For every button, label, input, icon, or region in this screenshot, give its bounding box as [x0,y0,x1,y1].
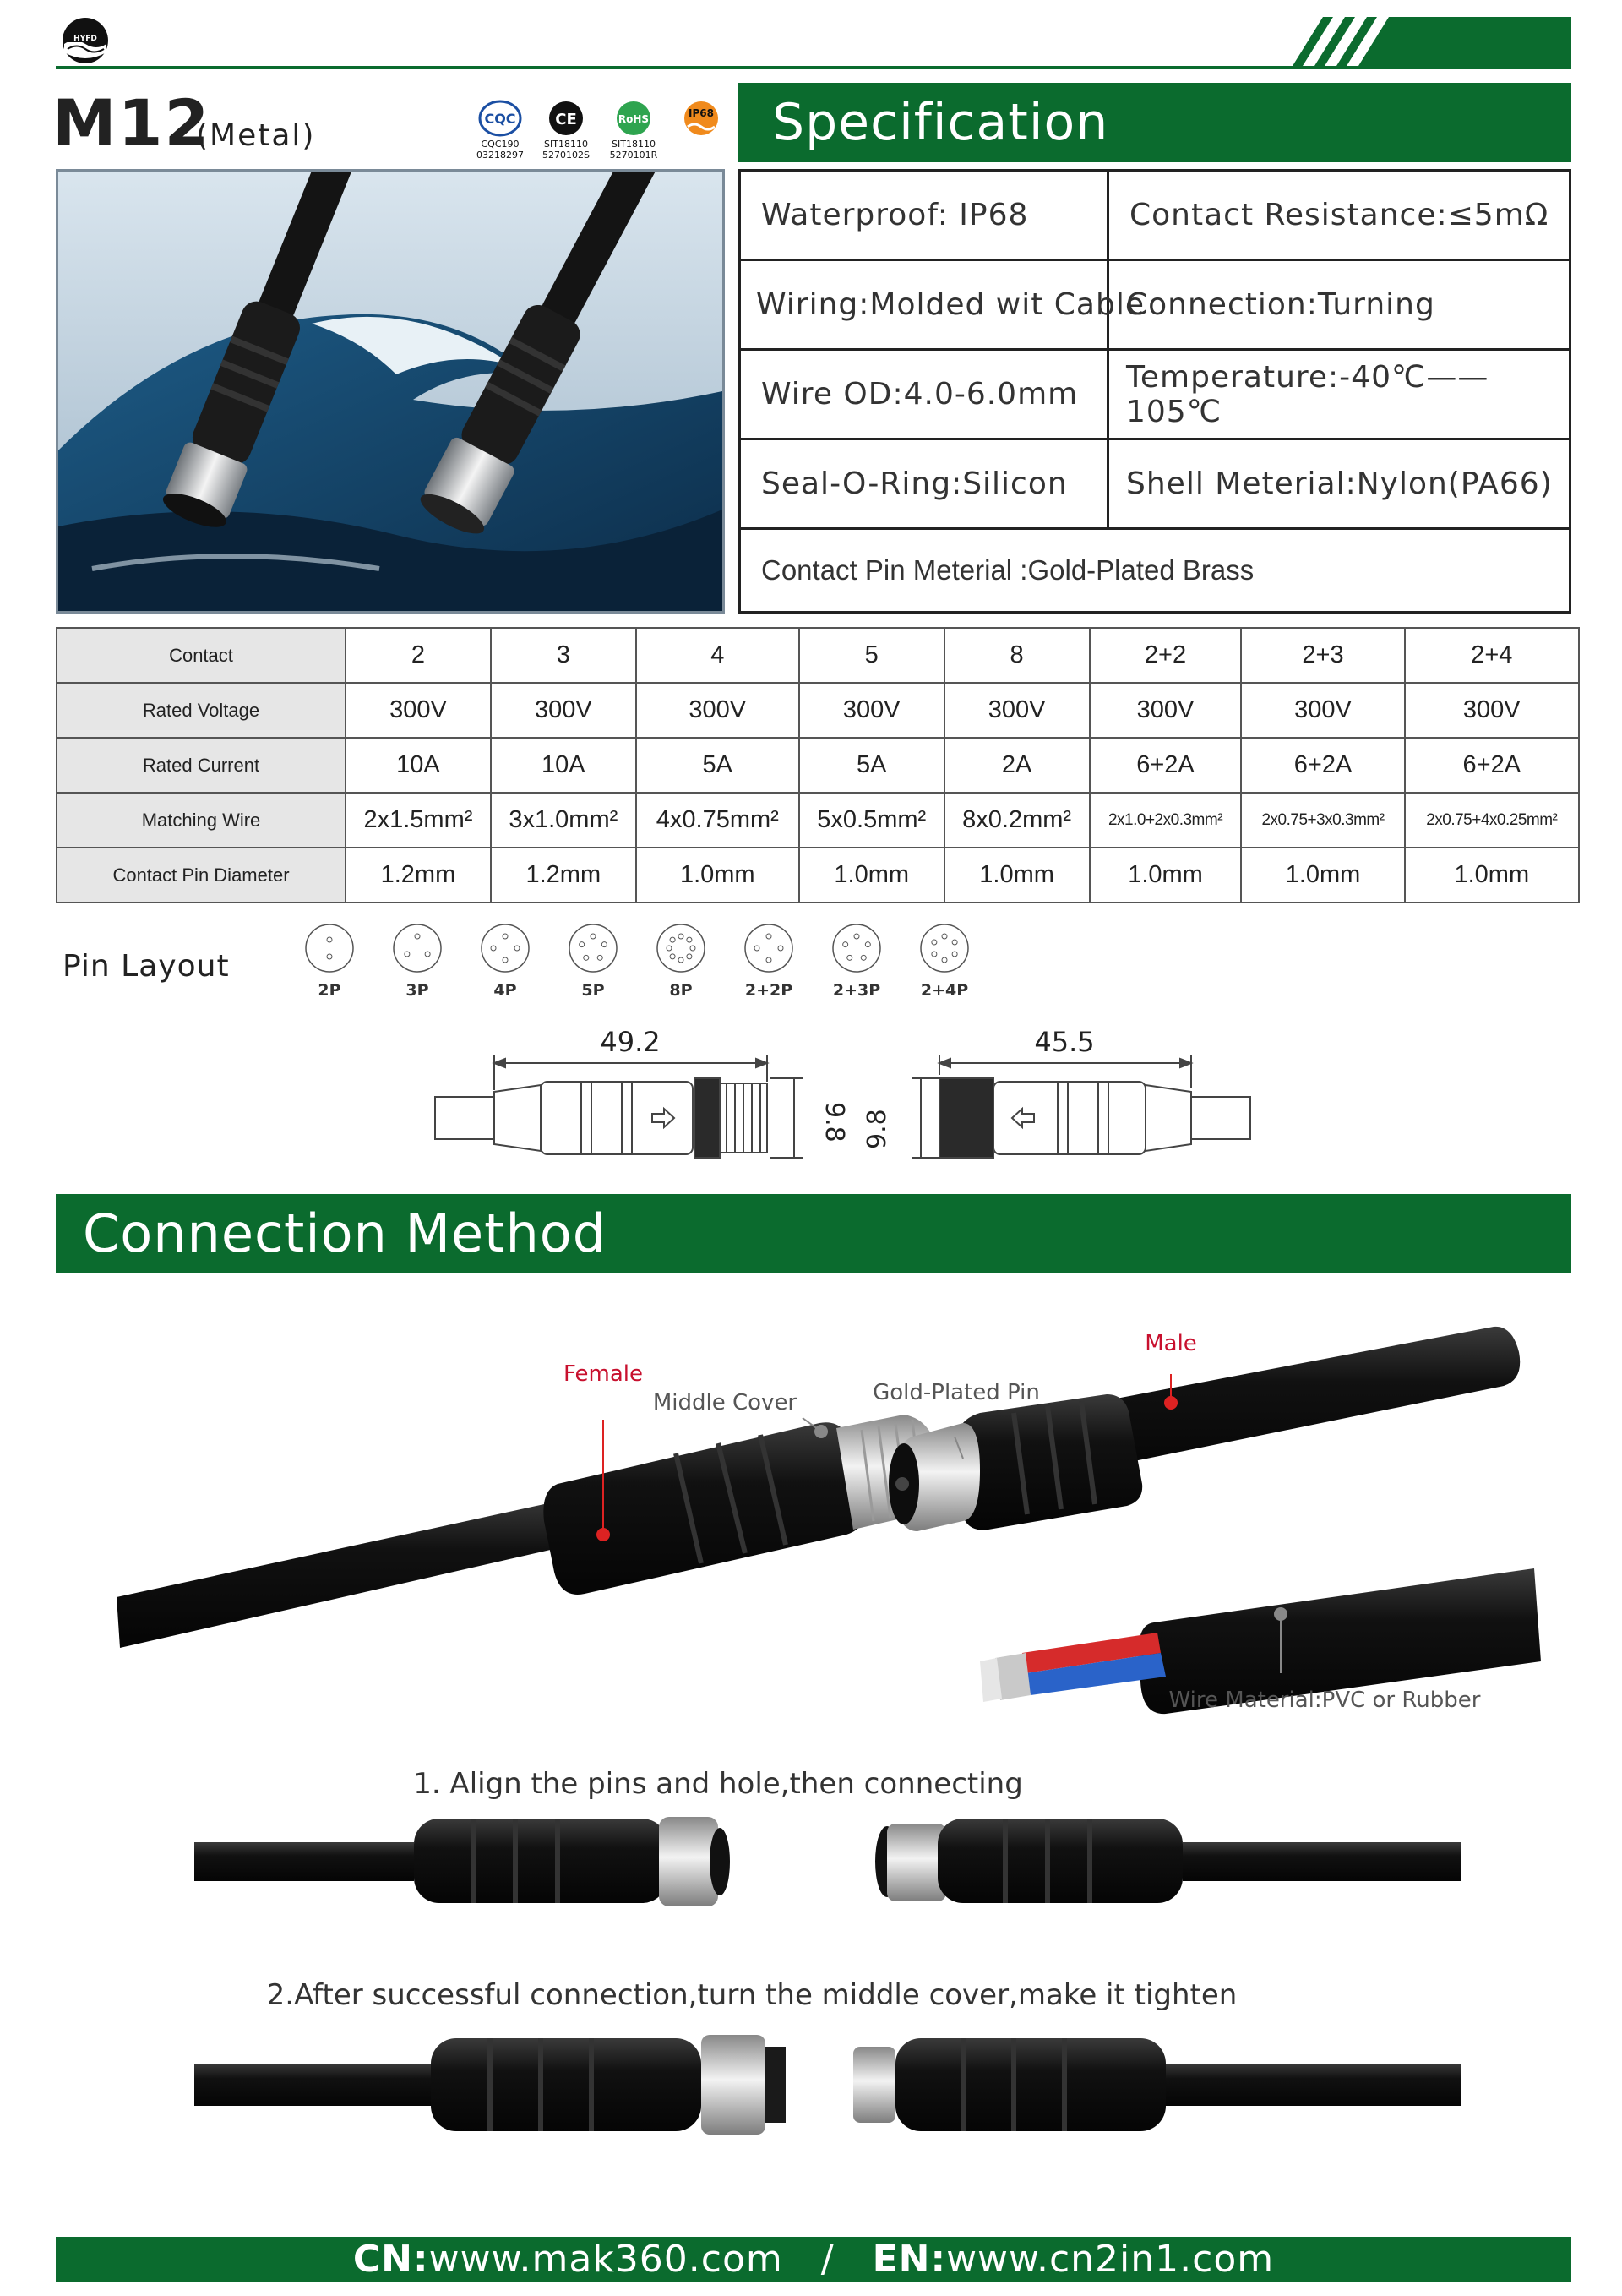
table-row [57,793,1579,848]
footer-cn-url[interactable]: www.mak360.com [428,2238,783,2281]
spec-connection: Connection:Turning [1126,287,1435,322]
step1-illustration [194,1817,1461,1906]
footer-cn-label: CN: [352,2238,429,2281]
table-cell: 1.0mm [799,848,944,903]
row-header: Contact Pin Diameter [57,848,346,903]
table-cell: 300V [1405,683,1579,738]
pin-diagram-label: 3P [406,981,429,1000]
pin-diagram-4p [482,924,529,1000]
table-cell: 3x1.0mm² [491,793,636,848]
table-cell: 2+2 [1090,628,1242,683]
pin-diagram-label: 2P [318,981,341,1000]
svg-text:SIT18110: SIT18110 [544,139,588,150]
table-row [57,738,1579,793]
female-connector-illustration [117,1415,939,1648]
table-cell: 1.0mm [1241,848,1404,903]
pin-dot [503,957,508,963]
svg-text:IP68: IP68 [689,107,714,119]
table-cell: 300V [636,683,799,738]
female-connector-drawing [912,1055,1250,1158]
connection-method-title: Connection Method [56,1194,1571,1273]
table-cell: 300V [944,683,1090,738]
pin-dot [778,946,783,951]
svg-text:CQC: CQC [484,111,516,127]
pin-dot [952,940,957,945]
spec-wire-od: Wire OD:4.0-6.0mm [761,377,1079,412]
table-cell: 300V [346,683,491,738]
table-cell: 2x0.75+3x0.3mm² [1241,793,1404,848]
pin-dot [415,934,420,939]
table-cell: 2 [346,628,491,683]
pin-dot [601,942,607,947]
pin-dot [754,946,759,951]
table-cell: 5A [799,738,944,793]
product-photo [56,169,725,614]
logo-text: HYFD [73,35,97,43]
female-diameter-label: 9.8 [863,1109,892,1149]
cqc-icon [476,101,524,161]
spec-row [741,440,1569,530]
table-cell: 6+2A [1405,738,1579,793]
pin-dot [503,934,508,939]
header-stripes [1293,17,1571,66]
header-rule [56,66,1571,69]
pin-dot [667,946,672,951]
table-cell: 6+2A [1090,738,1242,793]
pin-dot [514,946,520,951]
step1-text: 1. Align the pins and hole,then connecting [413,1767,1023,1801]
table-row [57,848,1579,903]
pin-diagram-label: 5P [581,981,605,1000]
spec-pin-material: Contact Pin Meterial :Gold-Plated Brass [761,554,1255,586]
pin-dot [687,954,692,959]
pin-diagram-2-2p [745,924,792,1000]
table-cell: 10A [346,738,491,793]
pin-dot [932,940,937,945]
pin-dot [670,937,675,942]
specification-title: Specification [738,83,1571,162]
pin-diagram-2p [306,924,353,1000]
pin-dot [584,955,589,960]
pin-layout-title: Pin Layout [63,949,230,984]
svg-text:CQC190: CQC190 [481,139,520,150]
pin-dot [678,934,683,939]
female-label: Female [563,1361,644,1387]
table-cell: 2x0.75+4x0.25mm² [1405,793,1579,848]
pin-dot [580,942,585,947]
footer-bar [56,2237,1571,2282]
table-cell: 1.0mm [636,848,799,903]
row-header: Contact [57,628,346,683]
pin-dot [932,952,937,957]
footer-separator: / [820,2238,835,2281]
pin-dot [678,957,683,963]
pin-diagram-2-3p [833,924,880,1000]
pin-diagram-2-4p [921,924,968,1000]
pin-dot [327,937,332,942]
step2-illustration [194,2035,1461,2135]
table-row [57,683,1579,738]
table-cell: 2x1.0+2x0.3mm² [1090,793,1242,848]
table-cell: 2x1.5mm² [346,793,491,848]
middle-cover-label: Middle Cover [652,1390,797,1415]
pin-dot [405,952,410,957]
pin-dot [425,952,430,957]
table-row [57,628,1579,683]
gold-plated-pin-label: Gold-Plated Pin [873,1380,1040,1405]
male-length-label: 49.2 [600,1026,661,1058]
pin-dot [861,955,866,960]
ip68-icon [684,101,718,135]
rohs-icon [610,101,658,161]
row-header: Matching Wire [57,793,346,848]
male-label: Male [1145,1331,1197,1356]
pin-dot [942,934,947,939]
svg-text:03218297: 03218297 [476,150,524,161]
spec-table [738,169,1571,614]
spec-shell-material: Shell Meterial:Nylon(PA66) [1126,466,1553,501]
ce-icon [542,101,590,161]
pin-dot [766,957,771,963]
spec-temperature: Temperature:-40℃——105℃ [1126,359,1489,429]
footer-en-label: EN: [872,2238,947,2281]
spec-waterproof: Waterproof: IP68 [761,198,1029,232]
row-header: Rated Current [57,738,346,793]
step2-text: 2.After successful connection,turn the middle cover,make it tighten [266,1978,1238,2012]
table-cell: 2A [944,738,1090,793]
pin-dot [687,937,692,942]
table-cell: 300V [1241,683,1404,738]
pin-diagram-3p [394,924,441,1000]
table-cell: 300V [1090,683,1242,738]
hyfd-logo [56,15,115,66]
svg-text:RoHS: RoHS [618,113,650,125]
pin-dot [670,954,675,959]
svg-text:CE: CE [555,111,577,128]
table-cell: 300V [491,683,636,738]
spec-row [741,530,1569,611]
svg-text:SIT18110: SIT18110 [612,139,656,150]
table-cell: 10A [491,738,636,793]
svg-text:5270102S: 5270102S [542,150,590,161]
model-material: (Metal) [196,118,316,153]
pin-dot [854,934,859,939]
pin-dot [597,955,602,960]
pin-diagram-label: 2+3P [832,981,881,1000]
pin-diagram-8p [657,924,705,1000]
model-name: M12 [52,85,211,161]
spec-row [741,261,1569,351]
table-cell: 3 [491,628,636,683]
table-cell: 1.2mm [491,848,636,903]
electrical-table [56,627,1580,903]
table-cell: 1.0mm [1090,848,1242,903]
pin-dot [952,952,957,957]
pin-diagram-label: 2+4P [920,981,969,1000]
pin-layout-diagrams [287,913,997,1006]
pin-dot [591,934,596,939]
connection-illustration [110,1318,1571,2239]
spec-row [741,351,1569,440]
pin-dot [491,946,496,951]
table-cell: 1.0mm [1405,848,1579,903]
table-cell: 5x0.5mm² [799,793,944,848]
dimension-drawing [422,1014,1276,1183]
table-cell: 8x0.2mm² [944,793,1090,848]
pin-dot [843,942,848,947]
spec-row [741,172,1569,261]
pin-dot [942,957,947,963]
spec-contact-resistance: Contact Resistance:≤5mΩ [1129,198,1549,232]
pin-diagram-5p [569,924,617,1000]
pin-dot [327,954,332,959]
pin-diagram-label: 4P [493,981,517,1000]
table-cell: 300V [799,683,944,738]
table-cell: 1.2mm [346,848,491,903]
pin-dot [690,946,695,951]
row-header: Rated Voltage [57,683,346,738]
pin-diagram-label: 2+2P [744,981,793,1000]
svg-text:5270101R: 5270101R [609,150,658,161]
pin-dot [847,955,852,960]
spec-seal: Seal-O-Ring:Silicon [761,466,1068,501]
table-cell: 5 [799,628,944,683]
female-length-label: 45.5 [1034,1026,1095,1058]
table-cell: 2+4 [1405,628,1579,683]
pin-dot [865,942,870,947]
pin-diagram-label: 8P [669,981,693,1000]
table-cell: 8 [944,628,1090,683]
male-diameter-label: 9.8 [819,1102,849,1143]
pin-dot [766,934,771,939]
table-cell: 4 [636,628,799,683]
spec-wiring: Wiring:Molded wit Cable [756,287,1145,322]
male-connector-illustration [889,1327,1520,1531]
table-cell: 5A [636,738,799,793]
footer-en-url[interactable]: www.cn2in1.com [946,2238,1275,2281]
table-cell: 6+2A [1241,738,1404,793]
table-cell: 4x0.75mm² [636,793,799,848]
table-cell: 1.0mm [944,848,1090,903]
wire-material-label: Wire Material:PVC or Rubber [1168,1688,1481,1713]
table-cell: 2+3 [1241,628,1404,683]
cert-icons [473,98,727,166]
male-connector-drawing [435,1055,803,1158]
